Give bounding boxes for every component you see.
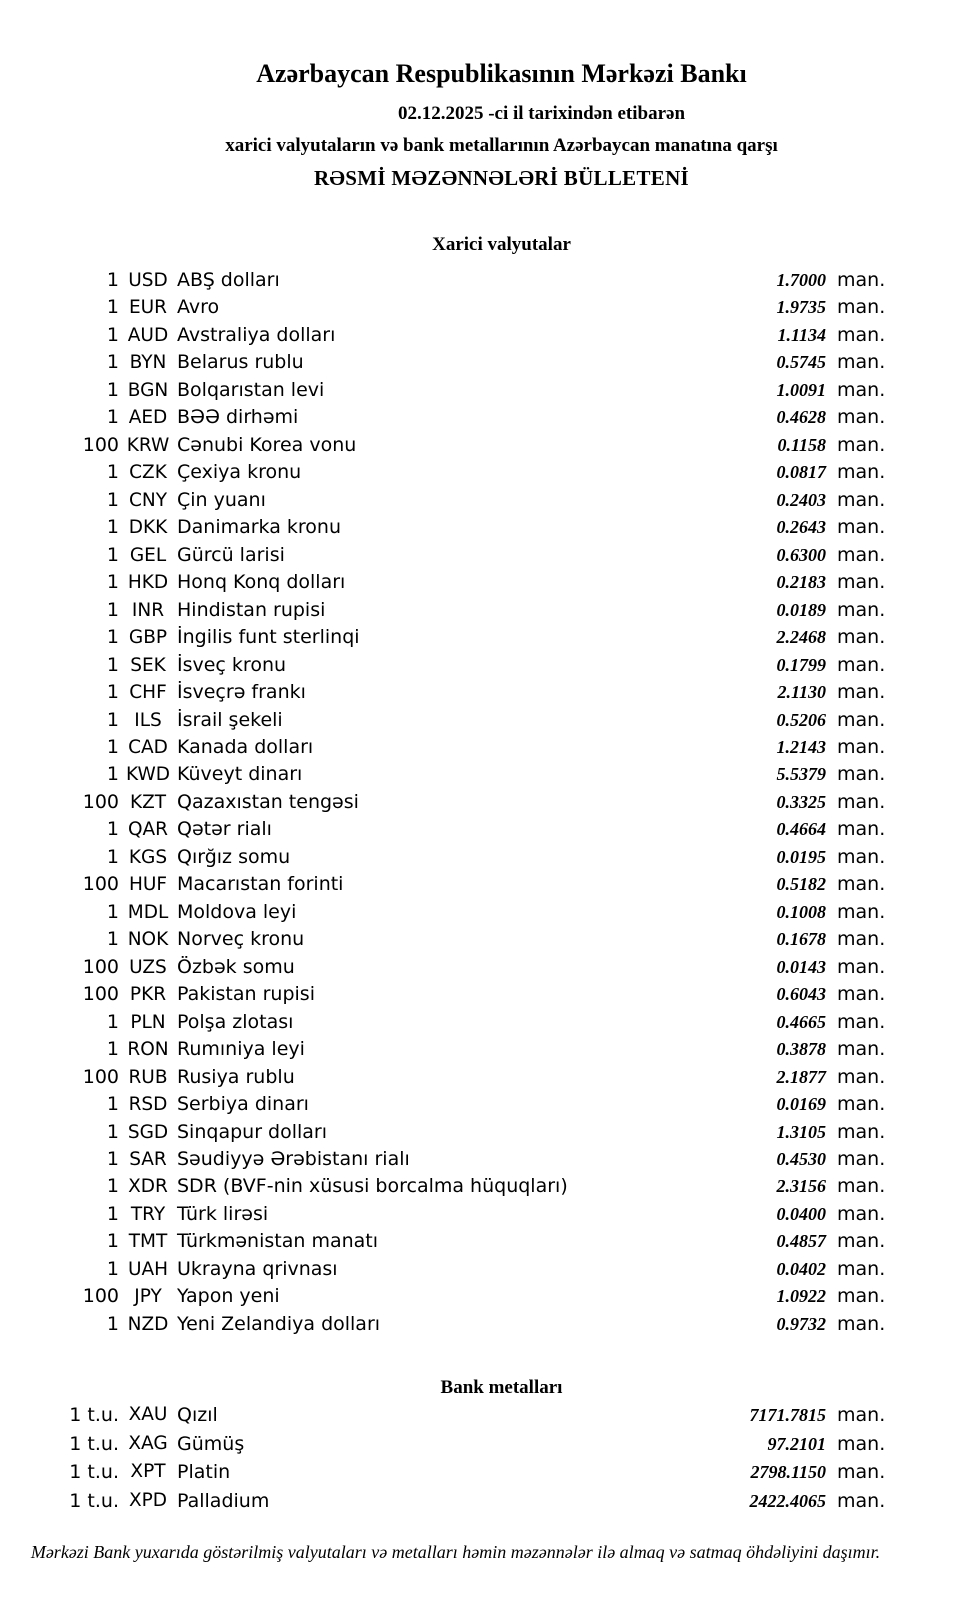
unit-label: man.: [837, 790, 886, 813]
quantity-cell: 1: [106, 735, 119, 758]
unit-label: man.: [837, 1120, 886, 1143]
currency-code: AUD: [127, 324, 169, 346]
metal-code: XPT: [130, 1461, 166, 1482]
rate-value: 0.4530: [776, 1149, 826, 1169]
unit-label: man.: [837, 1404, 886, 1426]
unit-label: man.: [837, 543, 886, 566]
quantity-cell: 1: [106, 1120, 119, 1143]
rate-value: 0.0169: [776, 1094, 826, 1115]
currency-row: [63, 1173, 887, 1200]
currency-row: [63, 1256, 887, 1283]
currency-row: [63, 1283, 887, 1310]
currency-code: CNY: [128, 489, 168, 511]
currency-row: [63, 652, 887, 679]
currencies-section-title: Xarici valyutalar: [432, 234, 571, 255]
currency-row: [63, 514, 887, 541]
currency-code: TRY: [130, 1203, 166, 1225]
currency-name: İsveçrə frankı: [177, 681, 306, 704]
currency-row: [63, 404, 887, 431]
currency-name: Gürcü larisi: [177, 543, 285, 566]
currency-name: Hindistan rupisi: [177, 598, 326, 621]
unit-label: man.: [837, 1175, 886, 1198]
metal-row: [63, 1401, 887, 1430]
unit-label: man.: [837, 296, 886, 319]
metal-name: Qızıl: [177, 1404, 218, 1426]
rate-value: 2.2468: [776, 627, 826, 648]
currency-row: [63, 926, 887, 953]
rate-value: 1.1134: [777, 324, 826, 345]
unit-label: man.: [837, 1148, 886, 1170]
unit-label: man.: [837, 488, 886, 511]
currency-name: Qazaxıstan tengəsi: [177, 790, 359, 813]
metal-row: [63, 1458, 887, 1487]
currency-code: HKD: [127, 572, 169, 594]
currency-row: [63, 1119, 887, 1146]
currency-name: Honq Konq dolları: [177, 571, 346, 594]
quantity-cell: 1 t.u.: [69, 1404, 119, 1426]
currency-name: Cənubi Korea vonu: [177, 433, 357, 456]
currency-code: PLN: [130, 1011, 166, 1033]
currency-row: [63, 1064, 887, 1091]
currency-code: SEK: [130, 654, 166, 676]
currency-code: CZK: [129, 462, 167, 484]
currency-row: [63, 981, 887, 1008]
quantity-cell: 1: [106, 708, 119, 731]
unit-label: man.: [837, 818, 886, 841]
quantity-cell: 1: [106, 1175, 119, 1198]
currency-name: Türk lirəsi: [177, 1202, 269, 1225]
quantity-cell: 1: [106, 1038, 119, 1061]
currency-code: XDR: [128, 1176, 168, 1198]
currency-code: UAH: [127, 1258, 169, 1280]
currency-name: Çexiya kronu: [177, 461, 302, 484]
currency-row: [63, 569, 887, 596]
unit-label: man.: [837, 900, 886, 923]
rate-value: 0.6300: [776, 544, 826, 565]
unit-label: man.: [837, 433, 886, 456]
currency-name: Avstraliya dolları: [177, 323, 336, 346]
quantity-cell: 1: [106, 818, 119, 841]
unit-label: man.: [837, 351, 886, 374]
unit-label: man.: [837, 763, 886, 786]
currency-row: [63, 816, 887, 843]
rate-value: 0.5745: [776, 352, 826, 373]
metal-code: XAG: [128, 1432, 168, 1454]
currency-row: [63, 679, 887, 706]
currency-row: [63, 624, 887, 651]
metal-row: [63, 1430, 887, 1459]
bulletin-title: RƏSMİ MƏZƏNNƏLƏRİ BÜLLETENİ: [313, 166, 690, 190]
currency-row: [63, 1009, 887, 1036]
currency-name: İsveç kronu: [177, 653, 287, 676]
currency-row: [63, 844, 887, 871]
currency-code: GBP: [128, 627, 168, 649]
currency-row: [63, 597, 887, 624]
rate-value: 0.3878: [776, 1039, 826, 1060]
unit-label: man.: [837, 1093, 886, 1116]
rate-value: 7171.7815: [749, 1405, 826, 1425]
unit-label: man.: [837, 1065, 886, 1088]
currency-code: UZS: [129, 956, 167, 978]
rate-value: 0.2643: [776, 517, 826, 538]
currency-name: Macarıstan forinti: [177, 873, 344, 896]
rate-value: 0.2403: [776, 489, 826, 510]
currency-name: Serbiya dinarı: [177, 1093, 309, 1116]
rate-value: 2.3156: [776, 1176, 826, 1197]
unit-label: man.: [837, 378, 886, 401]
rate-value: 0.4628: [776, 407, 826, 428]
metal-name: Platin: [177, 1461, 231, 1483]
quantity-cell: 1: [106, 626, 119, 649]
quantity-cell: 1: [106, 269, 119, 291]
unit-label: man.: [837, 1202, 886, 1225]
quantity-cell: 1: [106, 598, 119, 621]
currency-row: [63, 734, 887, 761]
rate-value: 0.1158: [777, 434, 826, 455]
rate-value: 0.0143: [776, 956, 826, 977]
currency-name: Yeni Zelandiya dolları: [177, 1312, 381, 1335]
unit-label: man.: [837, 653, 886, 676]
metal-code: XPD: [128, 1489, 168, 1511]
currency-row: [63, 432, 887, 459]
currency-row: [63, 377, 887, 404]
unit-label: man.: [837, 983, 886, 1006]
quantity-cell: 100: [82, 983, 119, 1006]
currency-name: Bolqarıstan levi: [177, 378, 325, 401]
unit-label: man.: [837, 1312, 886, 1335]
currency-row: [63, 1146, 887, 1173]
currency-code: CHF: [129, 682, 167, 704]
currency-row: [63, 459, 887, 486]
effective-date-line: 02.12.2025 -ci il tarixindən etibarən: [397, 103, 686, 124]
currency-code: DKK: [128, 517, 168, 539]
quantity-cell: 1: [106, 681, 119, 704]
currency-row: [63, 487, 887, 514]
currency-row: [63, 871, 887, 898]
currency-code: ILS: [134, 709, 162, 731]
quantity-cell: 1: [106, 1010, 119, 1033]
quantity-cell: 1 t.u.: [69, 1432, 119, 1455]
currency-name: Ukrayna qrivnası: [177, 1257, 338, 1280]
rate-value: 2422.4065: [749, 1490, 826, 1511]
metals-section-title: Bank metalları: [440, 1377, 563, 1398]
quantity-cell: 1: [106, 488, 119, 511]
quantity-cell: 100: [82, 1065, 119, 1088]
rate-value: 1.9735: [776, 297, 826, 318]
currency-name: Danimarka kronu: [177, 516, 342, 539]
quantity-cell: 100: [82, 873, 119, 896]
currency-code: KWD: [125, 764, 170, 786]
currency-name: Küveyt dinarı: [177, 763, 303, 786]
subject-line: xarici valyutaların və bank metallarının Azərbaycan manatına qarşı: [225, 135, 778, 156]
unit-label: man.: [837, 1461, 886, 1483]
currency-code: TMT: [128, 1231, 168, 1253]
currency-name: BƏƏ dirhəmi: [177, 406, 299, 429]
unit-label: man.: [837, 1257, 886, 1280]
quantity-cell: 1 t.u.: [69, 1461, 119, 1483]
currency-code: USD: [128, 270, 168, 291]
currency-name: Özbək somu: [177, 955, 295, 978]
rate-value: 1.3105: [776, 1121, 826, 1142]
rate-value: 97.2101: [767, 1433, 826, 1454]
currency-name: Səudiyyə Ərəbistanı rialı: [177, 1148, 410, 1170]
quantity-cell: 1: [106, 571, 119, 594]
quantity-cell: 100: [82, 1285, 119, 1308]
rate-value: 0.4664: [776, 819, 826, 840]
currency-code: KZT: [129, 791, 167, 813]
metal-code: XAU: [128, 1404, 168, 1425]
rate-value: 1.0922: [776, 1286, 826, 1307]
currency-code: SAR: [129, 1149, 167, 1170]
currency-row: [63, 1201, 887, 1228]
currency-row: [63, 1091, 887, 1118]
unit-label: man.: [837, 1010, 886, 1033]
currency-code: QAR: [127, 819, 169, 841]
currency-row: [63, 267, 887, 294]
rate-value: 1.7000: [776, 270, 826, 290]
quantity-cell: 1: [106, 406, 119, 429]
currency-name: Kanada dolları: [177, 735, 314, 758]
quantity-cell: 1: [106, 296, 119, 319]
currency-row: [63, 789, 887, 816]
rate-value: 0.5206: [776, 709, 826, 730]
quantity-cell: 1: [106, 900, 119, 923]
unit-label: man.: [837, 735, 886, 758]
disclaimer-text: Mərkəzi Bank yuxarıda göstərilmiş valyutaları və metalları həmin məzənnələr ilə almaq və satmaq öhdəliyini daşımır.: [30, 1542, 881, 1562]
currency-name: Avro: [177, 296, 220, 319]
currency-row: [63, 1036, 887, 1063]
rate-value: 0.0400: [776, 1203, 826, 1224]
unit-label: man.: [837, 626, 886, 649]
metal-name: Palladium: [177, 1489, 270, 1512]
rate-value: 5.5379: [776, 764, 826, 785]
currency-name: Polşa zlotası: [177, 1010, 294, 1033]
currency-name: İsrail şekeli: [177, 708, 283, 731]
currency-code: RON: [127, 1039, 169, 1061]
currency-name: Pakistan rupisi: [177, 983, 315, 1006]
currency-code: RUB: [128, 1066, 168, 1088]
currency-row: [63, 294, 887, 321]
metals-table: [63, 1401, 887, 1515]
currency-row: [63, 542, 887, 569]
unit-label: man.: [837, 598, 886, 621]
currency-name: Çin yuanı: [177, 488, 266, 511]
unit-label: man.: [837, 461, 886, 484]
rate-value: 1.0091: [776, 379, 826, 400]
unit-label: man.: [837, 928, 886, 951]
currency-code: JPY: [134, 1286, 162, 1308]
quantity-cell: 1: [106, 1230, 119, 1253]
quantity-cell: 1: [106, 653, 119, 676]
currency-name: SDR (BVF-nin xüsusi borcalma hüquqları): [177, 1175, 568, 1198]
rate-value: 2.1877: [776, 1066, 826, 1087]
rate-value: 2798.1150: [750, 1462, 826, 1482]
currency-code: EUR: [128, 297, 168, 319]
currency-row: [63, 899, 887, 926]
rate-value: 0.2183: [776, 572, 826, 593]
currency-code: GEL: [129, 544, 167, 566]
unit-label: man.: [837, 681, 886, 704]
quantity-cell: 1 t.u.: [69, 1489, 119, 1512]
quantity-cell: 1: [106, 1093, 119, 1116]
unit-label: man.: [837, 1285, 886, 1308]
quantity-cell: 1: [106, 1312, 119, 1335]
currency-name: İngilis funt sterlinqi: [177, 626, 360, 649]
quantity-cell: 1: [106, 763, 119, 786]
currency-code: INR: [131, 599, 165, 621]
rate-value: 0.1008: [776, 901, 826, 922]
rate-value: 0.0402: [776, 1258, 826, 1279]
currency-code: SGD: [127, 1121, 169, 1143]
currency-code: BGN: [127, 379, 169, 401]
metal-name: Gümüş: [177, 1432, 245, 1455]
currency-name: Belarus rublu: [177, 351, 304, 374]
currency-row: [63, 349, 887, 376]
unit-label: man.: [837, 708, 886, 731]
currency-row: [63, 322, 887, 349]
currency-name: Qırğız somu: [177, 845, 291, 868]
unit-label: man.: [837, 955, 886, 978]
quantity-cell: 1: [106, 1202, 119, 1225]
bank-name-title: Azərbaycan Respublikasının Mərkəzi Bankı: [256, 59, 747, 88]
rate-value: 0.9732: [776, 1313, 826, 1334]
currency-code: NOK: [127, 929, 169, 951]
currencies-table: [63, 267, 887, 1338]
rate-value: 0.3325: [776, 791, 826, 812]
rate-value: 0.1678: [776, 929, 826, 950]
currency-row: [63, 954, 887, 981]
currency-name: Rumıniya leyi: [177, 1038, 305, 1061]
quantity-cell: 1: [106, 351, 119, 374]
metal-row: [63, 1487, 887, 1516]
quantity-cell: 1: [106, 516, 119, 539]
rate-value: 0.0817: [776, 462, 826, 483]
currency-code: KGS: [128, 846, 168, 868]
rate-value: 0.4857: [776, 1231, 826, 1252]
unit-label: man.: [837, 269, 886, 291]
currency-code: RSD: [128, 1094, 168, 1116]
currency-row: [63, 761, 887, 788]
rate-value: 2.1130: [777, 682, 826, 703]
quantity-cell: 1: [106, 1257, 119, 1280]
unit-label: man.: [837, 845, 886, 868]
quantity-cell: 100: [82, 790, 119, 813]
rate-value: 0.5182: [776, 874, 826, 895]
currency-code: MDL: [127, 901, 169, 923]
quantity-cell: 1: [106, 928, 119, 951]
quantity-cell: 1: [106, 378, 119, 401]
rate-value: 0.1799: [776, 654, 826, 675]
currency-row: [63, 707, 887, 734]
unit-label: man.: [837, 1038, 886, 1061]
currency-row: [63, 1228, 887, 1255]
currency-code: AED: [128, 407, 168, 429]
rate-value: 1.2143: [776, 736, 826, 757]
quantity-cell: 1: [106, 543, 119, 566]
quantity-cell: 100: [82, 433, 119, 456]
currency-row: [63, 1311, 887, 1338]
quantity-cell: 1: [106, 845, 119, 868]
currency-name: Qətər rialı: [177, 818, 272, 841]
rate-value: 0.4665: [776, 1011, 826, 1032]
currency-code: PKR: [129, 984, 167, 1006]
currency-name: Moldova leyi: [177, 900, 297, 923]
quantity-cell: 1: [106, 1148, 119, 1170]
unit-label: man.: [837, 323, 886, 346]
unit-label: man.: [837, 516, 886, 539]
rate-value: 0.0189: [776, 599, 826, 620]
unit-label: man.: [837, 1489, 886, 1512]
unit-label: man.: [837, 406, 886, 429]
currency-code: NZD: [127, 1313, 169, 1335]
currency-code: CAD: [128, 736, 168, 758]
currency-name: ABŞ dolları: [177, 269, 280, 291]
rate-value: 0.6043: [776, 984, 826, 1005]
quantity-cell: 1: [106, 323, 119, 346]
unit-label: man.: [837, 873, 886, 896]
currency-code: KRW: [126, 434, 170, 456]
currency-name: Norveç kronu: [177, 928, 305, 951]
currency-name: Yapon yeni: [177, 1285, 280, 1308]
currency-name: Rusiya rublu: [177, 1065, 295, 1088]
quantity-cell: 1: [106, 461, 119, 484]
currency-code: BYN: [129, 352, 167, 374]
currency-name: Türkmənistan manatı: [177, 1230, 379, 1253]
unit-label: man.: [837, 1230, 886, 1253]
currency-code: HUF: [128, 874, 168, 896]
rate-value: 0.0195: [776, 846, 826, 867]
unit-label: man.: [837, 1432, 886, 1455]
unit-label: man.: [837, 571, 886, 594]
currency-name: Sinqapur dolları: [177, 1120, 328, 1143]
quantity-cell: 100: [82, 955, 119, 978]
